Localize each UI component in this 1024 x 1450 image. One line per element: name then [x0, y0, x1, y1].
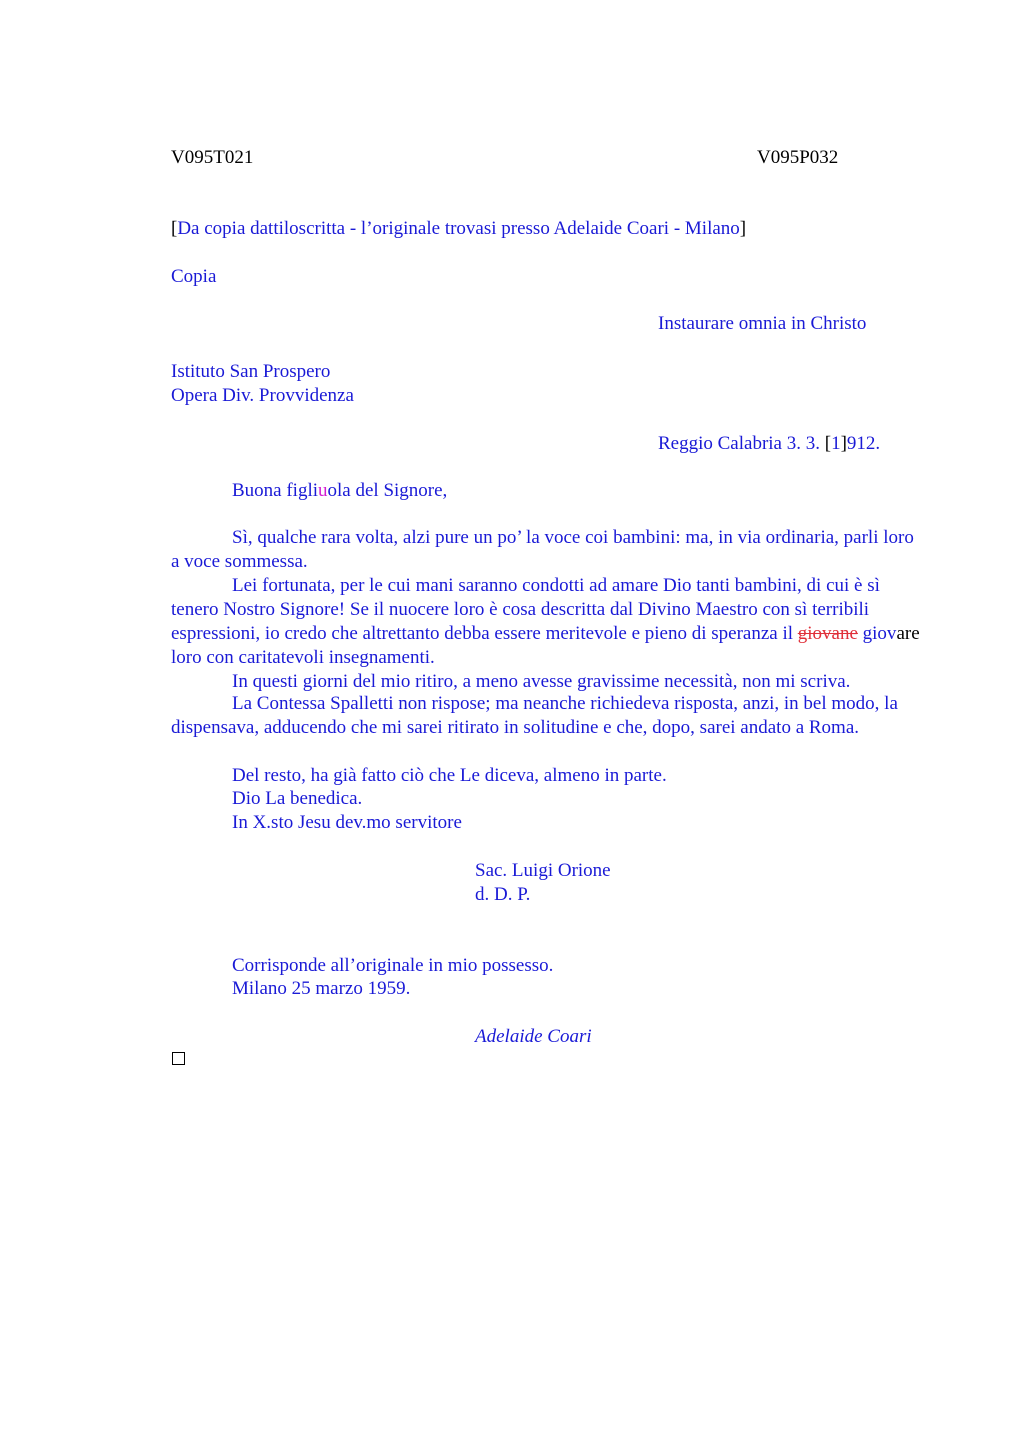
- attestation-signer: Adelaide Coari: [475, 1026, 592, 1047]
- source-note-text: Da copia dattiloscritta - l’originale trovasi presso Adelaide Coari - Milano: [177, 218, 740, 239]
- closing-formula: In X.sto Jesu dev.mo servitore: [232, 812, 462, 833]
- place-date-suffix: 912.: [846, 433, 881, 454]
- attestation-line-2: Milano 25 marzo 1959.: [232, 978, 411, 999]
- struck-word: giovane: [797, 623, 858, 644]
- corrected-word-blue: giov: [862, 623, 897, 644]
- date-bracket-digit: 1: [831, 433, 841, 454]
- source-note-close-bracket: ]: [739, 218, 747, 239]
- corrected-word-black: are: [896, 623, 920, 644]
- body-paragraph-2: [171, 574, 924, 670]
- institution-work: Opera Div. Provvidenza: [171, 385, 354, 406]
- body-paragraph-1: Sì, qualche rara volta, alzi pure un po’ la voce coi bambini: ma, in via ordinaria, parli loro a voce sommessa.: [171, 527, 914, 572]
- body-paragraph-3: In questi giorni del mio ritiro, a meno avesse gravissime necessità, non mi scriva.: [232, 671, 851, 692]
- salutation-inserted-letter: u: [318, 480, 328, 501]
- signature-title: d. D. P.: [475, 884, 531, 905]
- date-bracket-close: ]: [840, 433, 847, 454]
- signature-name: Sac. Luigi Orione: [475, 860, 611, 881]
- salutation-before: Buona figli: [232, 480, 319, 501]
- document-code-left: V095T021: [171, 147, 254, 168]
- source-note: [171, 217, 746, 241]
- corrected-word: [863, 623, 920, 644]
- institution-name: Istituto San Prospero: [171, 361, 331, 382]
- body-paragraph-6: Dio La benedica.: [232, 788, 363, 809]
- place-date: [658, 432, 880, 456]
- salutation-after: ola del Signore,: [327, 480, 448, 501]
- attestation-line-1: Corrisponde all’originale in mio possesso.: [232, 955, 554, 976]
- place-date-prefix: Reggio Calabria 3. 3.: [658, 433, 825, 454]
- source-note-open-bracket: [: [171, 218, 178, 239]
- motto: Instaurare omnia in Christo: [658, 313, 867, 334]
- body-paragraph-5: Del resto, ha già fatto ciò che Le diceva, almeno in parte.: [232, 765, 667, 786]
- body-paragraph-4: La Contessa Spalletti non rispose; ma neanche richiedeva risposta, anzi, in bel modo, la dispensava, adducendo che mi sarei ritirato in solitudine e che, dopo, sarei andato a Roma.: [171, 693, 898, 738]
- date-bracket-open: [: [824, 433, 832, 454]
- salutation: [232, 479, 447, 503]
- body-paragraph-2-main: Lei fortunata, per le cui mani saranno condotti ad amare Dio tanti bambini, di cui è sì tenero Nostro Signore! Se il nuocere loro è cosa descritta dal Divino Maestro con sì terribili espressioni, io credo che altrettanto debba essere meritevole e pieno di speranza il: [171, 575, 880, 644]
- body-paragraph-2-tail: loro con caritatevoli insegnamenti.: [171, 647, 435, 668]
- end-marker-square-icon: [172, 1052, 185, 1065]
- copy-label: Copia: [171, 266, 217, 287]
- document-code-right: V095P032: [757, 147, 839, 168]
